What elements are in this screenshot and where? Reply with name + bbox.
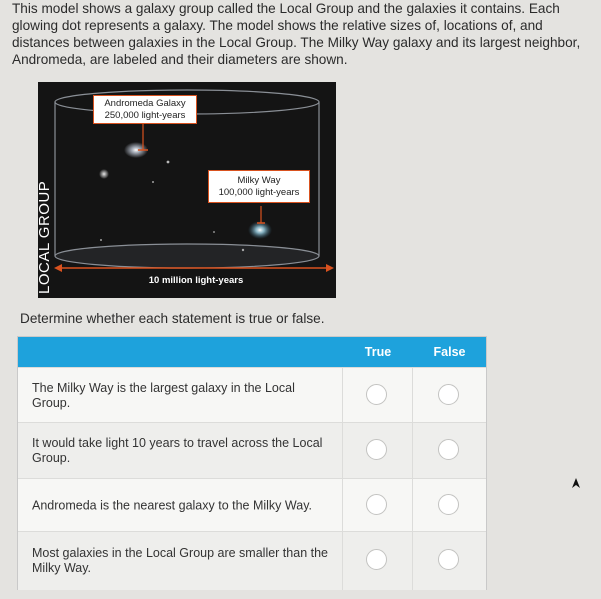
true-radio[interactable] bbox=[366, 384, 387, 405]
milkyway-name: Milky Way bbox=[237, 175, 281, 186]
mouse-cursor-icon bbox=[571, 477, 581, 489]
galaxy-dot bbox=[152, 181, 154, 183]
true-radio[interactable] bbox=[366, 549, 387, 570]
statement-text: Andromeda is the nearest galaxy to the Milky Way. bbox=[32, 498, 312, 512]
table-row bbox=[18, 367, 486, 423]
question-prompt: Determine whether each statement is true or false. bbox=[20, 311, 325, 326]
table-row bbox=[18, 478, 486, 532]
andromeda-size: 250,000 light-years bbox=[104, 109, 186, 121]
local-group-label: LOCAL GROUP bbox=[36, 180, 53, 294]
false-radio[interactable] bbox=[438, 494, 459, 515]
question-intro: This model shows a galaxy group called the Local Group and the galaxies it contains. Each glowing dot represents a galaxy. The model shows the relative sizes of, locations of, and distances between galaxies in the Local Group. The Milky Way galaxy and its largest neighbor, Andromeda, are labeled and their diameters are shown. bbox=[12, 1, 581, 67]
andromeda-callout bbox=[93, 95, 197, 124]
false-radio[interactable] bbox=[438, 439, 459, 460]
table-row bbox=[18, 531, 486, 590]
cylinder-bottom-ellipse bbox=[55, 244, 319, 268]
scale-label: 10 million light-years bbox=[148, 275, 244, 286]
galaxy-dot bbox=[167, 161, 170, 164]
false-radio[interactable] bbox=[438, 384, 459, 405]
header-true: True bbox=[364, 345, 392, 359]
true-radio[interactable] bbox=[366, 439, 387, 460]
table-row bbox=[18, 422, 486, 479]
milkyway-callout bbox=[208, 170, 310, 203]
milkyway-size: 100,000 light-years bbox=[218, 186, 300, 198]
galaxy-dot bbox=[213, 231, 215, 233]
true-false-table bbox=[17, 336, 487, 590]
header-false: False bbox=[433, 345, 466, 359]
galaxy-dot bbox=[99, 169, 109, 179]
local-group-model bbox=[38, 82, 336, 298]
statement-text: The Milky Way is the largest galaxy in the Local Group. bbox=[32, 380, 295, 410]
andromeda-name: Andromeda Galaxy bbox=[104, 98, 186, 109]
true-radio[interactable] bbox=[366, 494, 387, 515]
galaxy-dot bbox=[242, 249, 244, 251]
scale-arrow-left bbox=[54, 264, 62, 272]
table-header bbox=[18, 337, 486, 367]
statement-text: It would take light 10 years to travel across the Local Group. bbox=[32, 436, 323, 465]
statement-text: Most galaxies in the Local Group are smaller than the Milky Way. bbox=[32, 546, 328, 575]
false-radio[interactable] bbox=[438, 549, 459, 570]
galaxy-dot bbox=[100, 239, 102, 241]
scale-arrow-right bbox=[326, 264, 334, 272]
